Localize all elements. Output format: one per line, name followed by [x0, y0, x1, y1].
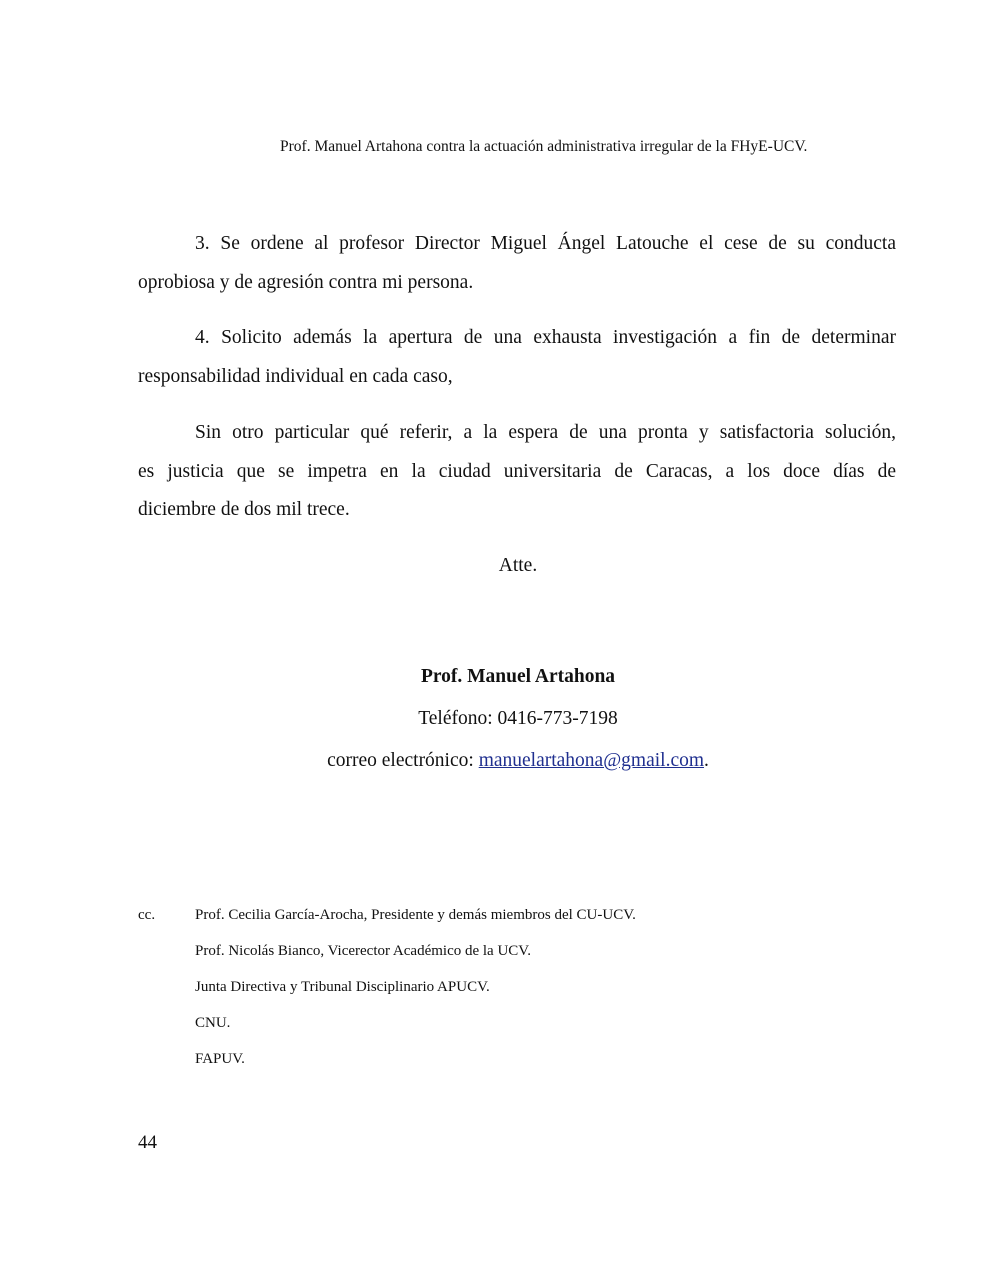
page-number: 44 — [138, 1132, 157, 1153]
paragraph-request-4 — [138, 319, 896, 396]
email-suffix: . — [704, 750, 709, 771]
signature-email-line — [0, 750, 990, 772]
paragraph-line: es justicia que se impetra en la ciudad universitaria de Caracas, a los doce días de — [138, 460, 896, 482]
paragraph-closing — [138, 414, 896, 530]
running-header: Prof. Manuel Artahona contra la actuación administrativa irregular de la FHyE-UCV. — [280, 138, 808, 155]
cc-recipient: CNU. — [195, 1015, 231, 1031]
cc-label: cc. — [138, 907, 156, 923]
cc-recipient: Junta Directiva y Tribunal Disciplinario APUCV. — [195, 979, 490, 995]
cc-recipient: Prof. Nicolás Bianco, Vicerector Académico de la UCV. — [195, 943, 531, 959]
email-link[interactable]: manuelartahona@gmail.com — [478, 750, 705, 771]
paragraph-line: 4. Solicito además la apertura de una exhausta investigación a fin de determinar — [195, 327, 896, 348]
paragraph-request-3 — [138, 225, 896, 302]
paragraph-line: diciembre de dos mil trece. — [138, 499, 350, 520]
cc-recipient: FAPUV. — [195, 1051, 245, 1067]
signature-phone: Teléfono: 0416-773-7198 — [418, 708, 618, 729]
cc-recipient: Prof. Cecilia García-Arocha, Presidente y demás miembros del CU-UCV. — [195, 907, 636, 923]
paragraph-line: 3. Se ordene al profesor Director Miguel Ángel Latouche el cese de su conducta — [195, 233, 896, 254]
closing-salutation: Atte. — [498, 555, 538, 576]
email-label: correo electrónico: — [327, 750, 479, 771]
paragraph-line: responsabilidad individual en cada caso, — [138, 365, 453, 387]
paragraph-line: Sin otro particular qué referir, a la espera de una pronta y satisfactoria solución, — [195, 422, 896, 443]
signature-name: Prof. Manuel Artahona — [420, 666, 616, 687]
paragraph-line: oprobiosa y de agresión contra mi persona. — [138, 271, 474, 293]
